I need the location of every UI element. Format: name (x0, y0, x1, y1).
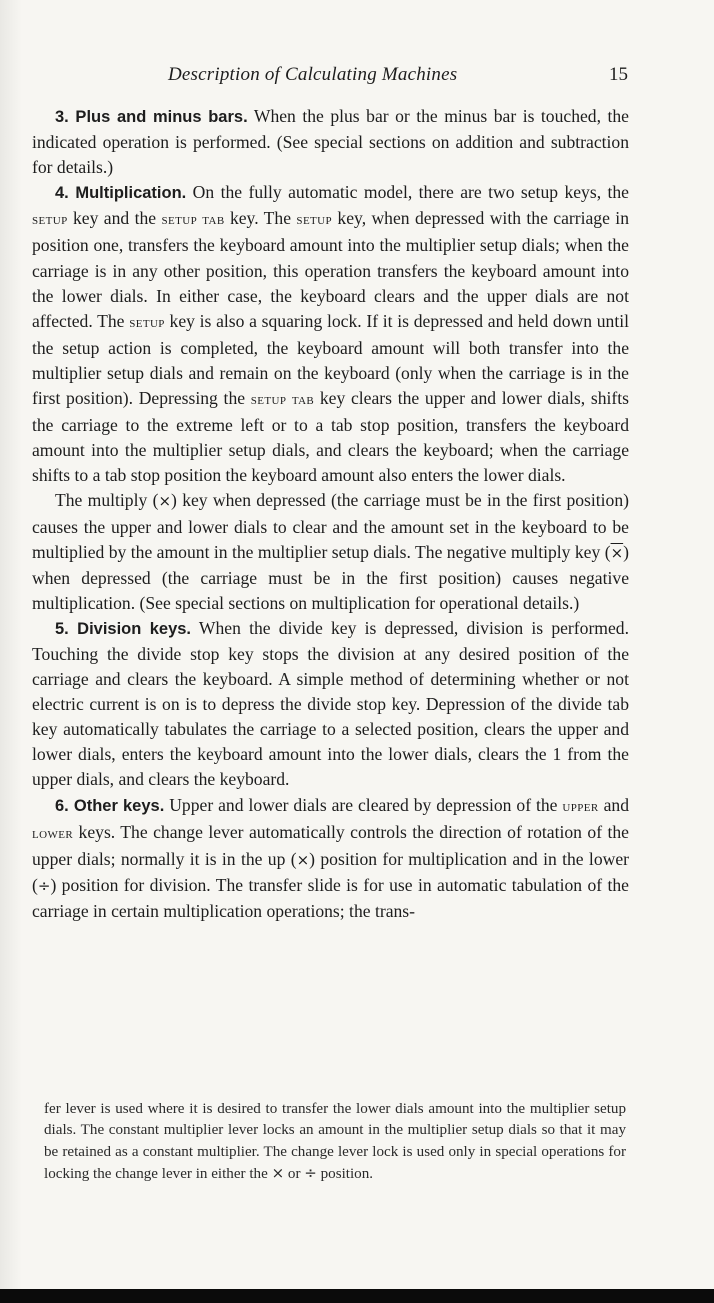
key-name: lower (32, 825, 74, 842)
divide-symbol: ÷ (304, 1164, 317, 1183)
section-heading-plus-minus-bars: 3. Plus and minus bars. (55, 108, 248, 126)
paragraph-text: ) position for division. The transfer slide is for use in automatic tabulation of the carriage in certain multiplication operations; the trans- (32, 874, 629, 921)
multiply-symbol: × (158, 492, 172, 511)
paragraph-text: key. The (224, 208, 297, 229)
key-name: setup tab (161, 212, 225, 229)
running-title: Description of Calculating Machines (168, 64, 458, 85)
scan-bottom-edge (0, 1289, 714, 1303)
paragraph-text: fer lever is used where it is desired to transfer the lower dials amount into the multiplier setup dials. The constant multiplier lever locks an amount in the multiplier setup dials so that it may be retained as a constant multiplier. The change lever lock is used only in special operations for locking the change lever in either the (44, 1101, 626, 1183)
paragraph-plus-minus-bars (32, 104, 629, 180)
paragraph-text: ) key when depressed (the carriage must be in the first position) causes the upper and lower dials to clear and the amount set in the keyboard to be multiplied by the amount in the multiplier setup dials. The negative multiply key ( (32, 490, 630, 562)
page-number: 15 (609, 64, 628, 85)
section-heading-other-keys: 6. Other keys. (55, 796, 165, 815)
body-text (32, 104, 629, 924)
divide-symbol: ÷ (37, 876, 51, 895)
paragraph-text: On the fully automatic model, there are two setup keys, the (186, 182, 629, 203)
negative-multiply-symbol: × (610, 543, 624, 562)
paragraph-text: When the plus bar or the minus bar is touched, the indicated operation is performed. (See special sections on addition and subtraction for details.) (32, 106, 629, 178)
page-edge-shadow (0, 0, 22, 1290)
paragraph-text: and (598, 794, 629, 815)
paragraph-text: position. (316, 1166, 374, 1183)
paragraph-text: ) position for multiplication and in the lower ( (32, 848, 629, 895)
multiply-symbol: × (296, 850, 310, 869)
paragraph-text: key and the (67, 208, 162, 229)
paragraph-text: ) when depressed (the carriage must be in the first position) causes negative multiplication. (See special sections on multiplication for operational details.) (32, 541, 629, 613)
paragraph-multiply-key (32, 488, 629, 615)
multiply-symbol: × (271, 1164, 285, 1183)
paragraph-text: The multiply ( (55, 490, 159, 511)
paragraph-multiplication (32, 180, 629, 488)
section-heading-division-keys: 5. Division keys. (55, 619, 192, 638)
running-head (168, 64, 628, 92)
paragraph-text: key clears the upper and lower dials, shifts the carriage to the extreme left or to a tab stop position, transfers the keyboard amount into the multiplier setup dials, and clears the keyboard; when the carriage shifts to a tab stop position the keyboard amount also enters the lower dials. (32, 388, 629, 486)
paragraph-text: When the divide key is depressed, division is performed. Touching the divide stop key stops the division at any desired position of the carriage and clears the keyboard. A simple method of determining whether or not electric current is on is to depress the divide stop key. Depression of the divide tab key automatically tabulates the carriage to a selected position, clears the upper and lower dials, enters the keyboard amount into the lower dials, clears the 1 from the upper dials, and clears the keyboard. (32, 617, 629, 790)
paragraph-text: Upper and lower dials are cleared by depression of the (164, 794, 563, 815)
paragraph-division-keys (32, 616, 629, 793)
key-name: upper (562, 798, 599, 815)
key-name: setup (129, 314, 165, 331)
small-print-continuation (44, 1099, 626, 1186)
key-name: setup (32, 212, 68, 229)
key-name: setup tab (250, 392, 315, 409)
paragraph-text: or (284, 1166, 305, 1183)
key-name: setup (296, 212, 333, 229)
paragraph-text: key, when depressed with the carriage in position one, transfers the keyboard amount into the multiplier setup dials; when the carriage is in any other position, this operation transfers the keyboard amount into the lower dials. In either case, the keyboard clears and the upper dials are not affected. The (32, 208, 629, 331)
paragraph-other-keys (32, 793, 629, 924)
paragraph-text: keys. The change lever automatically controls the direction of rotation of the upper dials; normally it is in the up ( (32, 821, 629, 869)
paragraph-text: key is also a squaring lock. If it is depressed and held down until the setup action is completed, the keyboard amount will both transfer into the multiplier setup dials and remain on the keyboard (only when the carriage is in the first position). Depressing the (32, 310, 629, 409)
section-heading-multiplication: 4. Multiplication. (55, 184, 187, 203)
